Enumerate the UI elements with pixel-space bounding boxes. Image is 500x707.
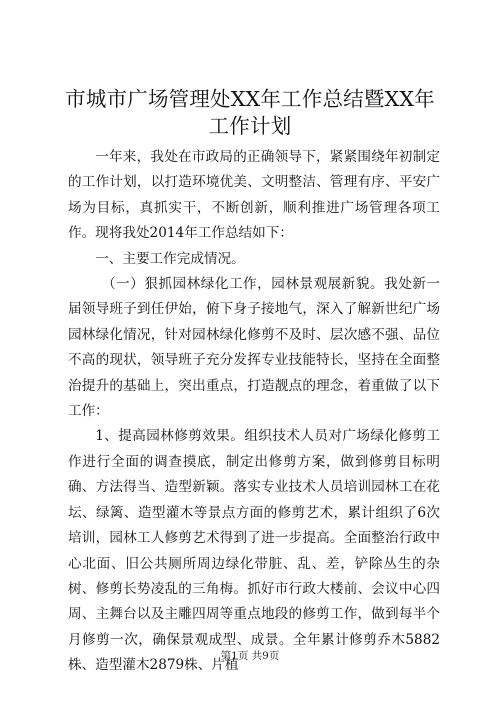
document-title: 市城市广场管理处XX年工作总结暨XX年工作计划 <box>65 87 435 138</box>
page-number-footer: 第1页 共9页 <box>220 650 280 662</box>
section-heading: 一、主要工作完成情况。 <box>95 250 245 267</box>
item-paragraph: 1、提高园林修剪效果。组织技术人员对广场绿化修剪工作进行全面的调查摸底，制定出修剪方案，做到修剪目标明确、方法得当、造型新颖。落实专业技术人员培训园林工在花坛、绿篱、造型灌木等景点方面的修剪艺术，累计组织了6次培训，园林工人修剪艺术得到了进一步提高。全面整治行政中心北面、旧公共厕所周边绿化带脏、乱、差，铲除丛生的杂树、修剪长势凌乱的三角梅。抓好市行政大楼前、会议中心四周、主舞台以及主雕四周等重点地段的修剪工作，做到每半个月修剪一次，确保景观成型、成景。全年累计修剪乔木5882株、造型灌木2879株、片植 <box>68 428 440 674</box>
subsection-paragraph: （一）狠抓园林绿化工作，园林景观展新貌。我处新一届领导班子到任伊始，俯下身子接地气，深入了解新世纪广场园林绿化情况，针对园林绿化修剪不及时、层次感不强、品位不高的现状，领导班子充分发挥专业技能特长，坚持在全面整治提升的基础上，突出重点，打造靓点的理念，着重做了以下工作： <box>68 276 440 420</box>
document-body <box>68 145 440 679</box>
intro-paragraph: 一年来，我处在市政局的正确领导下，紧紧围绕年初制定的工作计划，以打造环境优美、文明整洁、管理有序、平安广场为目标，真抓实干，不断创新，顺利推进广场管理各项工作。现将我处2014年工作总结如下： <box>68 149 440 242</box>
